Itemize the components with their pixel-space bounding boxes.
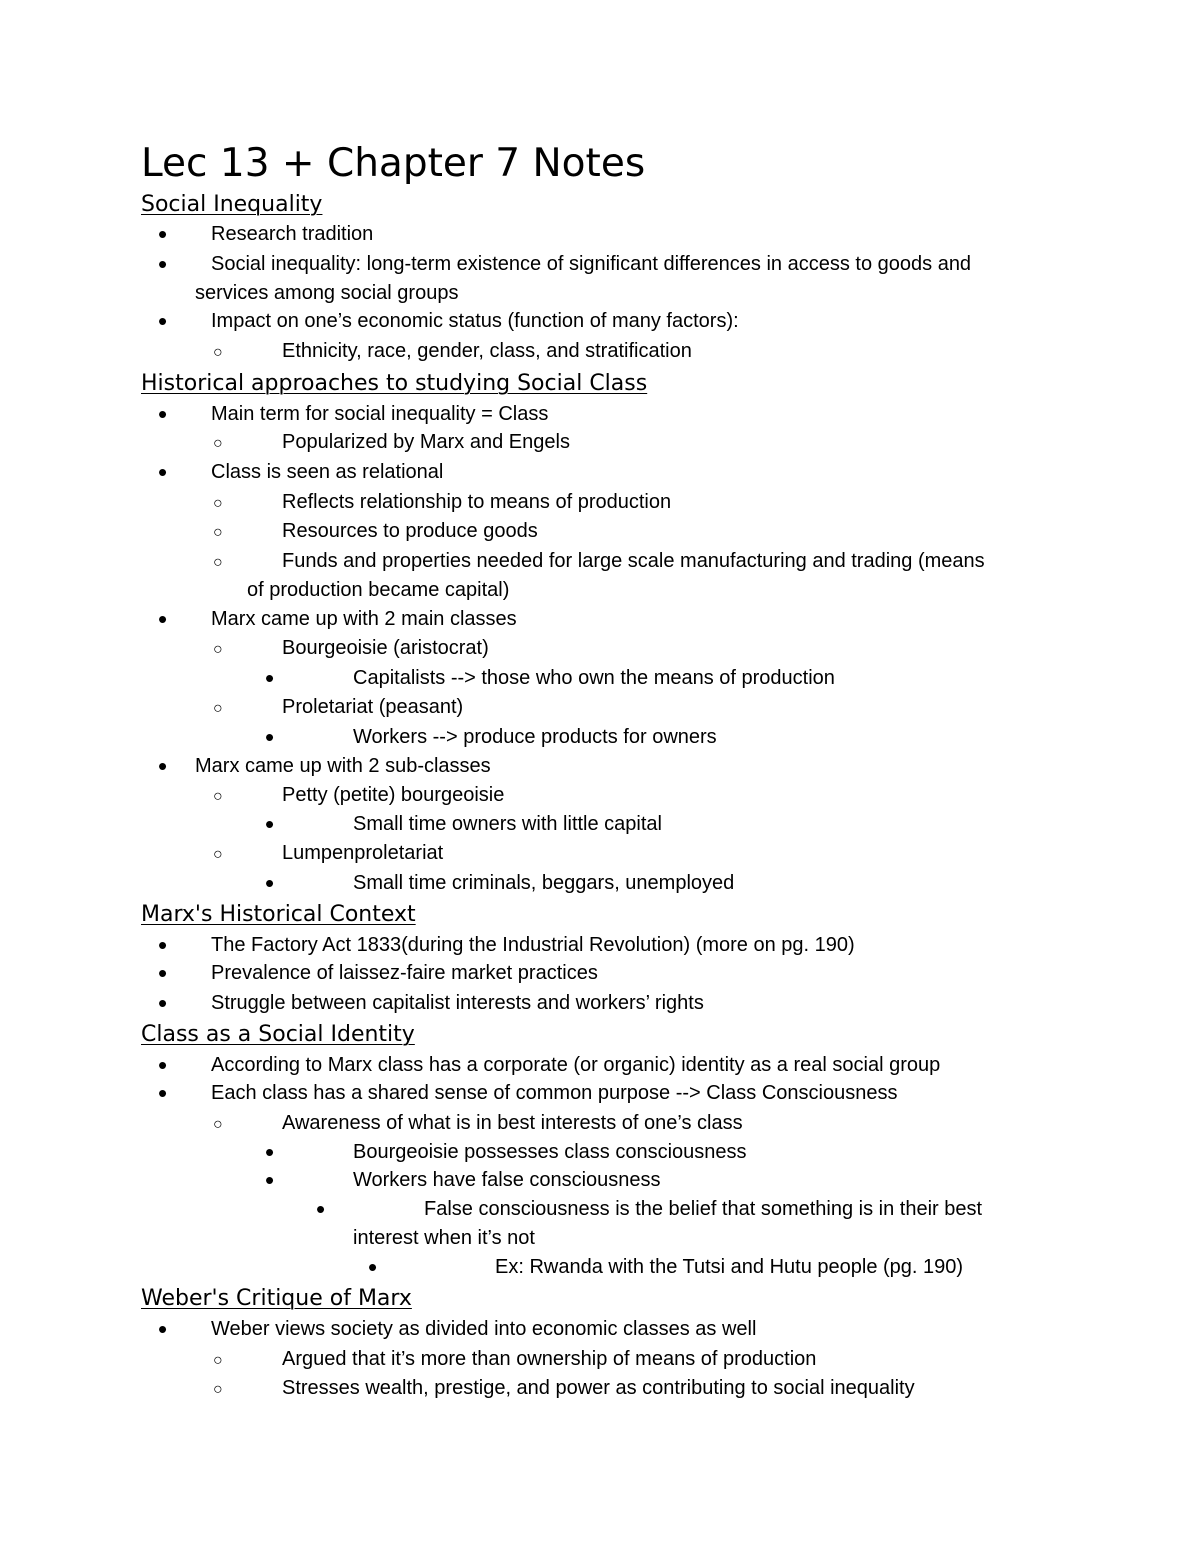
bullet-circle-icon — [213, 839, 223, 869]
list-item: Workers have false consciousness — [353, 1169, 661, 1191]
bullet-circle-icon — [213, 1345, 223, 1375]
bullet-dot-icon — [158, 989, 167, 1021]
bullet-dot-icon — [158, 605, 167, 637]
list-item: Workers --> produce products for owners — [353, 726, 717, 748]
list-item: Funds and properties needed for large scale manufacturing and trading (means — [282, 550, 985, 572]
list-item: Impact on one’s economic status (function of many factors): — [211, 310, 739, 332]
list-item: According to Marx class has a corporate (or organic) identity as a real social group — [211, 1054, 941, 1076]
list-item: Small time criminals, beggars, unemployed — [353, 872, 735, 894]
bullet-dot-icon — [265, 723, 274, 755]
list-item: Bourgeoisie possesses class consciousness — [353, 1141, 747, 1163]
bullet-dot-icon — [158, 959, 167, 991]
list-item: Lumpenproletariat — [282, 842, 444, 864]
bullet-dot-icon — [158, 307, 167, 339]
section-heading-weber-critique: Weber's Critique of Marx — [141, 1286, 412, 1311]
bullet-circle-icon — [213, 693, 223, 723]
list-item: Awareness of what is in best interests of one’s class — [282, 1112, 743, 1134]
bullet-dot-icon — [265, 869, 274, 901]
list-item: Main term for social inequality = Class — [211, 403, 549, 425]
list-item: Stresses wealth, prestige, and power as contributing to social inequality — [282, 1377, 915, 1399]
list-item: Petty (petite) bourgeoisie — [282, 784, 505, 806]
page-title: Lec 13 + Chapter 7 Notes — [141, 141, 646, 186]
section-heading-historical-approaches: Historical approaches to studying Social Class — [141, 371, 648, 396]
list-item: Proletariat (peasant) — [282, 696, 464, 718]
list-item: Marx came up with 2 main classes — [211, 608, 517, 630]
list-item: Social inequality: long-term existence of significant differences in access to goods and — [211, 253, 972, 275]
list-item: Each class has a shared sense of common purpose --> Class Consciousness — [211, 1082, 898, 1104]
bullet-dot-icon — [158, 1079, 167, 1111]
bullet-dot-icon — [265, 664, 274, 696]
list-item-continuation: of production became capital) — [247, 579, 510, 601]
list-item: Weber views society as divided into economic classes as well — [211, 1318, 757, 1340]
bullet-dot-icon — [265, 810, 274, 842]
list-item: Reflects relationship to means of production — [282, 491, 672, 513]
bullet-dot-icon — [158, 752, 167, 784]
list-item: Research tradition — [211, 223, 374, 245]
list-item: Popularized by Marx and Engels — [282, 431, 570, 453]
list-item-continuation: services among social groups — [195, 282, 459, 304]
list-item: Resources to produce goods — [282, 520, 538, 542]
bullet-dot-icon — [265, 1166, 274, 1198]
bullet-circle-icon — [213, 517, 223, 547]
bullet-dot-icon — [158, 458, 167, 490]
list-item: Argued that it’s more than ownership of means of production — [282, 1348, 817, 1370]
bullet-circle-icon — [213, 781, 223, 811]
list-item: Prevalence of laissez-faire market practices — [211, 962, 598, 984]
list-item: Struggle between capitalist interests and workers’ rights — [211, 992, 704, 1014]
list-item: Class is seen as relational — [211, 461, 444, 483]
bullet-dot-icon — [316, 1195, 325, 1227]
bullet-dot-icon — [158, 250, 167, 282]
list-item: False consciousness is the belief that something is in their best — [424, 1198, 983, 1220]
bullet-circle-icon — [213, 547, 223, 577]
section-heading-marx-historical-context: Marx's Historical Context — [141, 902, 416, 927]
bullet-dot-icon — [158, 1315, 167, 1347]
bullet-circle-icon — [213, 337, 223, 367]
bullet-circle-icon — [213, 1109, 223, 1139]
list-item: Bourgeoisie (aristocrat) — [282, 637, 489, 659]
list-item: Ethnicity, race, gender, class, and stratification — [282, 340, 692, 362]
bullet-dot-icon — [158, 220, 167, 252]
section-heading-social-inequality: Social Inequality — [141, 192, 323, 217]
list-item: Capitalists --> those who own the means of production — [353, 667, 835, 689]
bullet-circle-icon — [213, 634, 223, 664]
bullet-dot-icon — [158, 400, 167, 432]
list-item: Ex: Rwanda with the Tutsi and Hutu people (pg. 190) — [495, 1256, 964, 1278]
list-item: Small time owners with little capital — [353, 813, 662, 835]
bullet-dot-icon — [368, 1253, 377, 1285]
bullet-circle-icon — [213, 428, 223, 458]
section-heading-class-social-identity: Class as a Social Identity — [141, 1022, 415, 1047]
bullet-circle-icon — [213, 1374, 223, 1404]
list-item: Marx came up with 2 sub-classes — [195, 755, 491, 777]
list-item: The Factory Act 1833(during the Industrial Revolution) (more on pg. 190) — [211, 934, 855, 956]
list-item-continuation: interest when it’s not — [353, 1227, 535, 1249]
bullet-circle-icon — [213, 488, 223, 518]
